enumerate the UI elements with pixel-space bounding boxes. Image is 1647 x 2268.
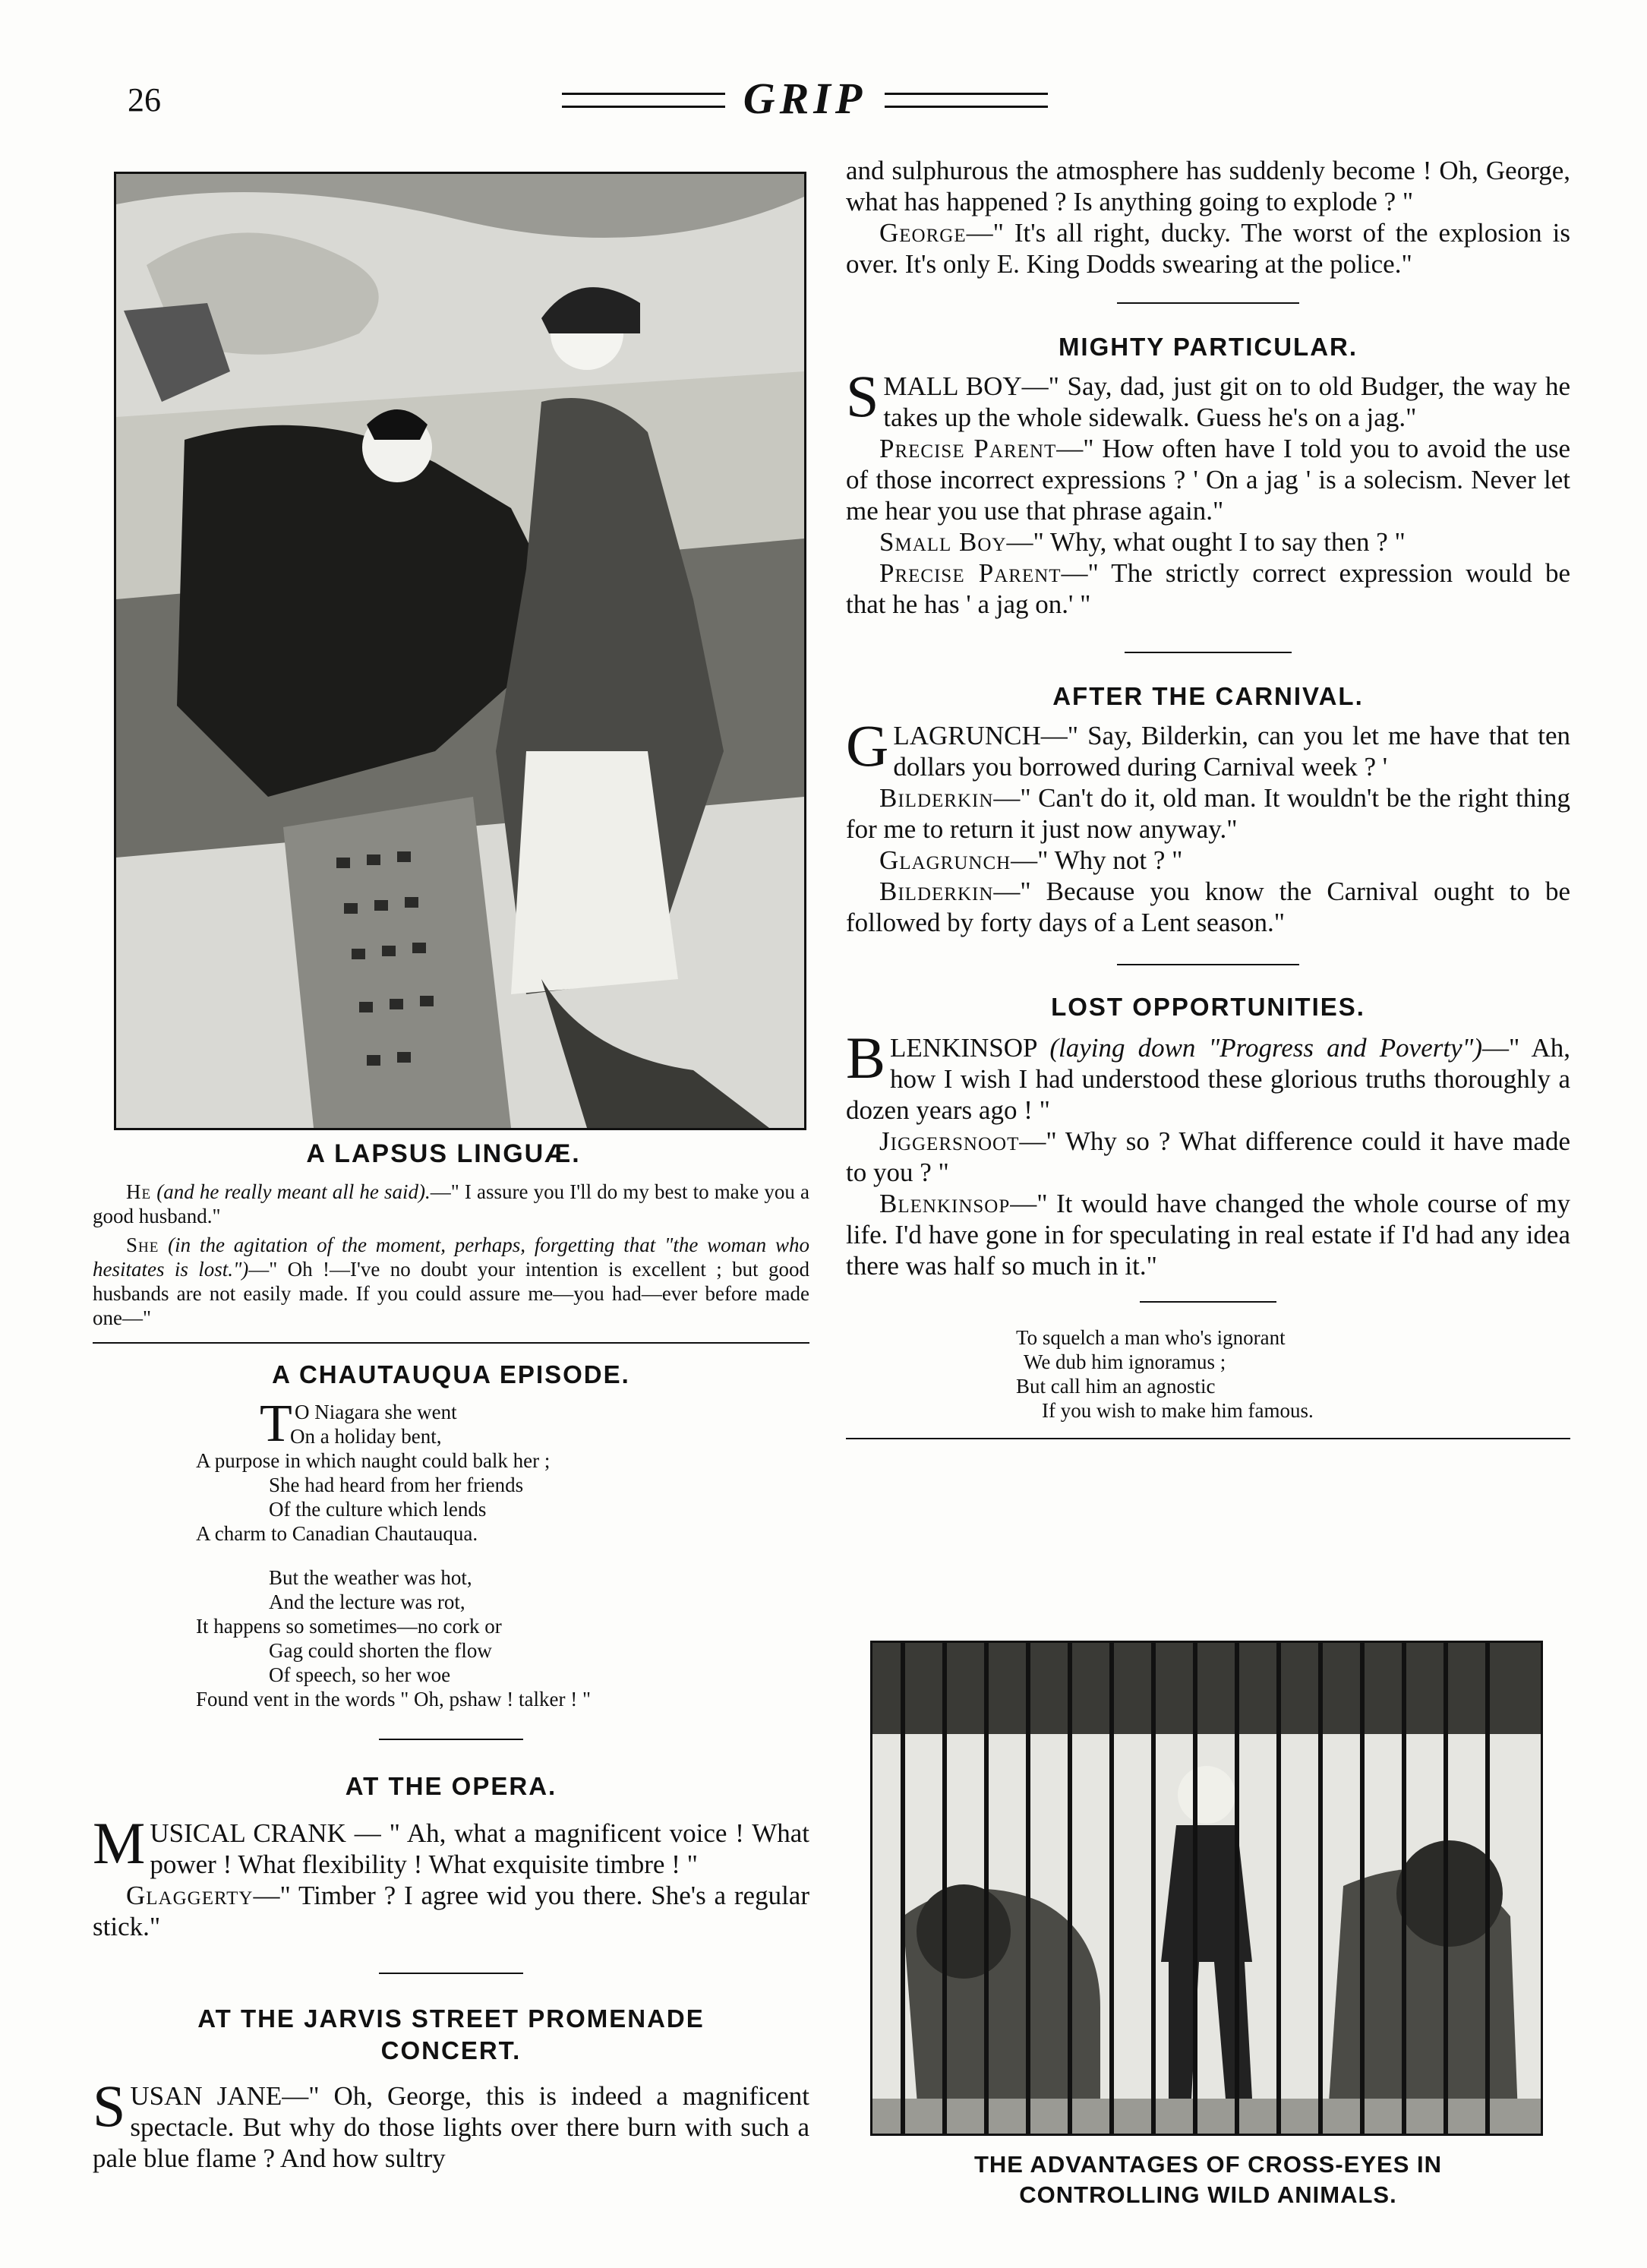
lost-paragraph-1 (846, 1025, 1570, 1126)
carnival-paragraph-2 (846, 782, 1570, 845)
poem-line: Of speech, so her woe (269, 1663, 451, 1686)
section-divider (1117, 964, 1299, 965)
poem-line: Of the culture which lends (269, 1498, 487, 1521)
lost-p2-speaker: Jiggersnoot (879, 1126, 1020, 1156)
lost-p1-name: LENKINSOP (890, 1033, 1037, 1063)
lost-p3-speaker: Blenkinsop (879, 1189, 1011, 1218)
jarvis-continued-paragraph: and sulphurous the atmosphere has suddenly become ! Oh, George, what has happened ? Is anything going to explode ? " (846, 156, 1570, 216)
mighty-dropcap: S (846, 363, 879, 429)
lapsus-she-text: —" Oh !—I've no doubt your intention is excellent ; but good husbands are not easily made. If you could assure me—you had—ever before made one—" (93, 1258, 809, 1329)
chautauqua-stanza-2 (196, 1565, 809, 1711)
section-divider (1140, 1301, 1276, 1303)
mighty-title: MIGHTY PARTICULAR. (1058, 333, 1358, 361)
poem-line: Gag could shorten the flow (269, 1639, 492, 1662)
verse-line: But call him an agnostic (1016, 1375, 1216, 1398)
lapsus-she-paragraph (93, 1233, 809, 1330)
verse-line: We dub him ignoramus ; (1024, 1350, 1226, 1373)
cage-caption (846, 2150, 1570, 2210)
poem-line: O Niagara she went (295, 1401, 457, 1423)
opera-p1-text: USICAL CRANK — " Ah, what a magnificent voice ! What power ! What flexibility ! What exquisite timbre ! " (150, 1818, 809, 1879)
jarvis-george-text: —" It's all right, ducky. The worst of the explosion is over. It's only E. King Dodds swearing at the police." (846, 218, 1570, 279)
verse-line: If you wish to make him famous. (1042, 1399, 1314, 1422)
mighty-p2-text: —" How often have I told you to avoid the use of those incorrect expressions ? ' On a jag ' is a solecism. Never let me hear you use that phrase again." (846, 434, 1570, 526)
carnival-p3-speaker: Glagrunch (879, 845, 1011, 875)
lapsus-she-aside: (in the agitation of the moment, perhaps, forgetting that "the woman who hesitates is lost.") (93, 1234, 809, 1281)
section-divider (846, 1438, 1570, 1439)
poem-line: It happens so sometimes—no cork or (196, 1615, 502, 1638)
jarvis-paragraph-1 (93, 2073, 809, 2174)
poem-line: But the weather was hot, (269, 1566, 472, 1589)
masthead-rule-left (562, 93, 725, 108)
mighty-p1-text: MALL BOY—" Say, dad, just git on to old Budger, the way he takes up the whole sidewalk. Guess he's on a jag." (883, 371, 1570, 432)
poem-line: She had heard from her friends (269, 1474, 524, 1496)
lost-paragraph-2 (846, 1126, 1570, 1188)
right-column (846, 155, 1570, 1439)
poem-line: On a holiday bent, (290, 1425, 442, 1448)
lost-p1-aside: (laying down "Progress and Poverty") (1049, 1033, 1482, 1063)
mighty-paragraph-1 (846, 363, 1570, 433)
jarvis-george-paragraph (846, 217, 1570, 280)
lost-p2-text: —" Why so ? What difference could it have made to you ? " (846, 1126, 1570, 1187)
carnival-paragraph-4 (846, 876, 1570, 938)
poem-line: And the lecture was rot, (269, 1590, 465, 1613)
lapsus-title: A LAPSUS LINGUÆ. (306, 1139, 581, 1168)
poem-line: A purpose in which naught could balk her ; (196, 1449, 551, 1472)
carnival-paragraph-1 (846, 712, 1570, 782)
lost-paragraph-3 (846, 1188, 1570, 1281)
masthead-rule-right (885, 93, 1048, 108)
lapsus-he-text: —" I assure you I'll do my best to make you a good husband." (93, 1180, 810, 1227)
section-divider (1117, 302, 1299, 304)
mighty-paragraph-3 (846, 526, 1570, 558)
poem-line: A charm to Canadian Chautauqua. (196, 1522, 478, 1545)
cage-caption-line-2: CONTROLLING WILD ANIMALS. (1019, 2181, 1397, 2208)
mighty-p4-text: —" The strictly correct expression would be that he has ' a jag on.' " (846, 558, 1570, 619)
chautauqua-poem (196, 1395, 809, 1711)
cage-caption-line-1: THE ADVANTAGES OF CROSS-EYES IN (973, 2151, 1443, 2178)
lapsus-he-aside: (and he really meant all he said). (156, 1180, 431, 1203)
opera-paragraph-1 (93, 1810, 809, 1880)
jarvis-dropcap: S (93, 2073, 126, 2139)
opera-dropcap: M (93, 1810, 146, 1876)
cage-engraving (872, 1643, 1541, 2134)
left-column (93, 1139, 809, 2174)
lost-title: LOST OPPORTUNITIES. (1051, 993, 1365, 1021)
section-divider (93, 1342, 809, 1344)
lapsus-he-label: He (126, 1180, 152, 1203)
mighty-p2-speaker: Precise Parent (879, 434, 1057, 463)
lost-dropcap: B (846, 1025, 886, 1091)
carnival-paragraph-3 (846, 845, 1570, 876)
carnival-dropcap: G (846, 712, 889, 779)
opera-title: AT THE OPERA. (345, 1772, 557, 1800)
masthead (562, 73, 1048, 126)
verse-line: To squelch a man who's ignorant (1016, 1326, 1286, 1349)
lapsus-she-label: She (126, 1234, 159, 1256)
mighty-p3-text: —" Why, what ought I to say then ? " (1006, 527, 1406, 557)
poem-line: Found vent in the words " Oh, pshaw ! talker ! " (196, 1688, 591, 1710)
opera-p2-speaker: Glaggerty (126, 1881, 254, 1910)
chautauqua-dropcap: T (260, 1395, 292, 1453)
illustration-lapsus-linguae (114, 172, 806, 1130)
carnival-p4-speaker: Bilderkin (879, 877, 994, 906)
carnival-p1-text: LAGRUNCH—" Say, Bilderkin, can you let me have that ten dollars you borrowed during Carnival week ? ' (893, 721, 1570, 782)
jarvis-p1-text: USAN JANE—" Oh, George, this is indeed a magnificent spectacle. But why do those lights over there burn with such a pale blue flame ? And how sultry (93, 2081, 809, 2173)
illustration-cross-eyes (870, 1641, 1543, 2136)
chautauqua-title: A CHAUTAUQUA EPISODE. (272, 1360, 630, 1388)
carnival-p2-text: —" Can't do it, old man. It wouldn't be the right thing for me to return it just now anyway." (846, 783, 1570, 844)
couple-engraving (116, 174, 804, 1128)
section-divider (1125, 652, 1292, 653)
carnival-p3-text: —" Why not ? " (1011, 845, 1183, 875)
opera-paragraph-2 (93, 1880, 809, 1942)
masthead-title: GRIP (743, 74, 867, 123)
mighty-paragraph-4 (846, 558, 1570, 620)
opera-p2-text: —" Timber ? I agree wid you there. She's a regular stick." (93, 1881, 809, 1941)
page-number: 26 (128, 81, 161, 118)
lost-p3-text: —" It would have changed the whole course of my life. I'd have gone in for speculating in real estate if I'd had any idea there was half so much in it." (846, 1189, 1570, 1281)
mighty-paragraph-2 (846, 433, 1570, 526)
lost-p1-text: —" Ah, how I wish I had understood these glorious truths thoroughly a dozen years ago ! " (846, 1033, 1570, 1125)
ignoramus-verse (1016, 1325, 1570, 1423)
jarvis-george-speaker: George (879, 218, 967, 248)
jarvis-title: AT THE JARVIS STREET PROMENADE CONCERT. (197, 2004, 705, 2064)
carnival-p2-speaker: Bilderkin (879, 783, 994, 813)
mighty-p4-speaker: Precise Parent (879, 558, 1062, 588)
section-divider (379, 1973, 523, 1974)
carnival-p4-text: —" Because you know the Carnival ought to be followed by forty days of a Lent season." (846, 877, 1570, 937)
carnival-title: AFTER THE CARNIVAL. (1052, 682, 1364, 710)
section-divider (379, 1739, 523, 1740)
lapsus-he-paragraph (93, 1180, 809, 1228)
mighty-p3-speaker: Small Boy (879, 527, 1007, 557)
